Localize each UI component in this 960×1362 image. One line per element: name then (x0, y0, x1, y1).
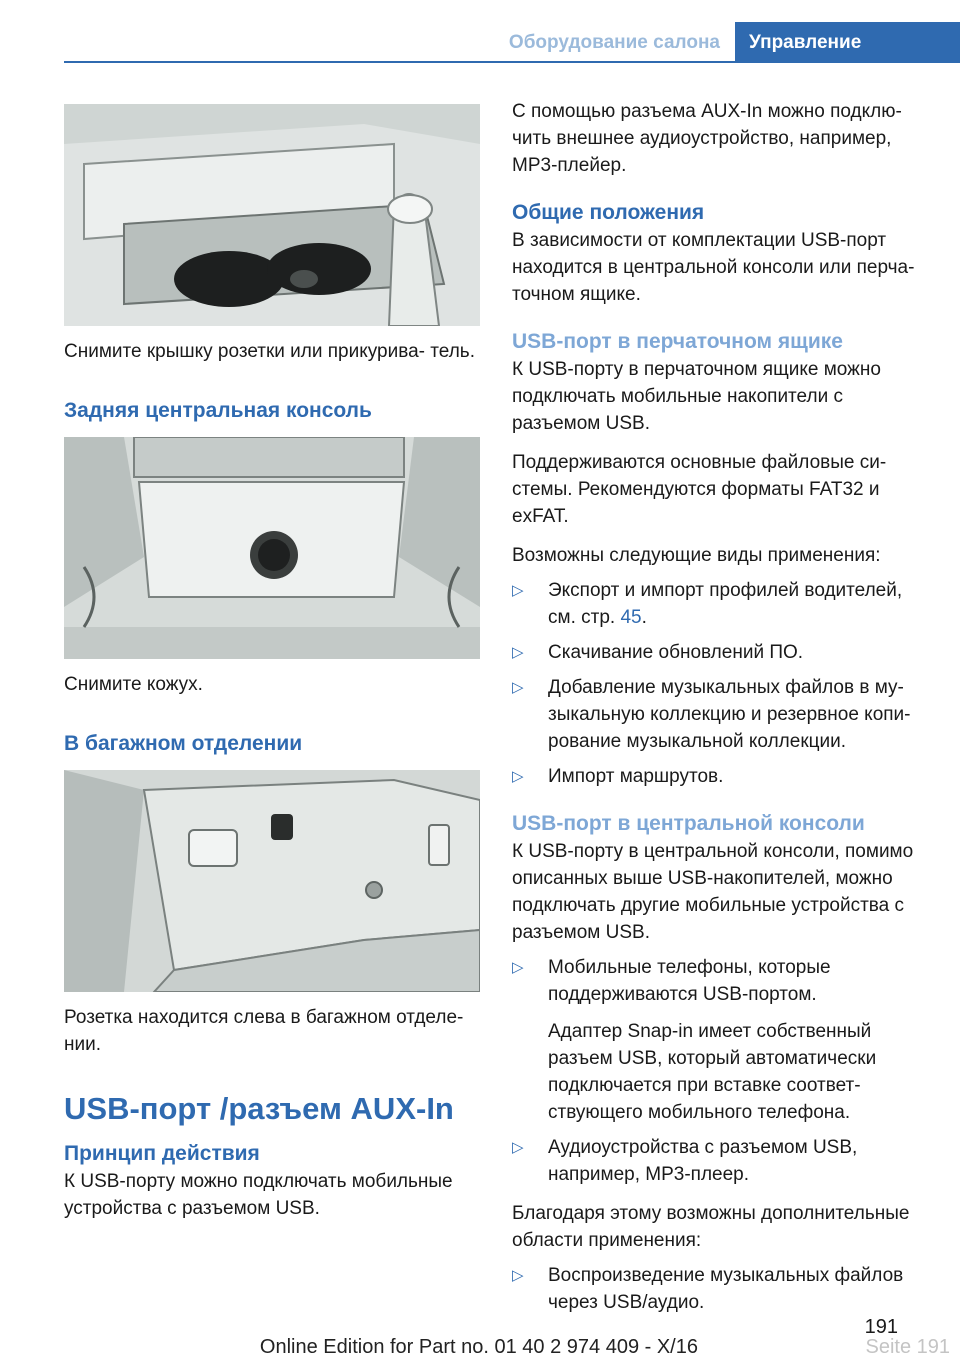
heading-console-usb: USB-порт в центральной консоли (512, 812, 865, 835)
list-item: ▷ Импорт маршрутов. (512, 763, 932, 790)
list-item: ▷ Скачивание обновлений ПО. (512, 639, 932, 666)
heading-trunk: В багажном отделении (64, 732, 303, 755)
triangle-right-icon: ▷ (512, 582, 524, 599)
heading-general: Общие положения (512, 201, 705, 224)
figure-rear-console (64, 437, 480, 659)
caption-remove-cover: Снимите кожух. (64, 674, 203, 695)
extra-intro: Благодаря этому возможны дополнительные области применения: (512, 1203, 910, 1251)
header-chapter[interactable]: Управление (735, 22, 960, 62)
header-rule (64, 61, 960, 63)
page-link[interactable]: 45 (620, 607, 642, 628)
console-list (512, 954, 932, 1188)
console-text: К USB-порту в центральной консоли, помимо описанных выше USB-накопителей, можно подключать другие мобильные устройства с разъемом USB. (512, 841, 914, 943)
triangle-right-icon: ▷ (512, 1139, 524, 1156)
triangle-right-icon: ▷ (512, 959, 524, 976)
list-item: ▷ Мобильные телефоны, которые поддерживаются USB-портом. Адаптер Snap-in имеет собственный разъем USB, который автоматически подключается при вставке соответ‐ ствующего мобильного телефона. (512, 954, 932, 1126)
principle-text: К USB-порту можно подключать мобильные устройства с разъемом USB. (64, 1171, 453, 1219)
list-item: ▷ Экспорт и импорт профилей водителей, см. стр. 45. (512, 577, 932, 631)
list-item: ▷ Аудиоустройства с разъемом USB, например, MP3-плеер. (512, 1134, 932, 1188)
caption-socket-cover: Снимите крышку розетки или прикурива‐ тель. (64, 341, 475, 362)
triangle-right-icon: ▷ (512, 1267, 524, 1284)
header-section[interactable]: Оборудование салона (508, 32, 720, 53)
extra-list (512, 1262, 932, 1316)
right-column (512, 98, 932, 1316)
edition-footer: Online Edition for Part no. 01 40 2 974 409 - X/16 (259, 1336, 698, 1358)
caption-trunk-socket: Розетка находится слева в багажном отделе‐ нии. (64, 1007, 464, 1055)
rear-console-illustration (64, 437, 480, 659)
list-item: ▷ Воспроизведение музыкальных файлов через USB/аудио. (512, 1262, 932, 1316)
aux-text: С помощью разъема AUX-In можно подклю‐ чить внешнее аудиоустройство, например, MP3-плейер. (512, 101, 902, 176)
center-console-illustration (64, 104, 480, 326)
page-number: 191 (864, 1316, 898, 1338)
uses-list (512, 577, 932, 790)
watermark: Seite 191 (865, 1336, 950, 1358)
left-column (64, 104, 482, 1222)
triangle-right-icon: ▷ (512, 679, 524, 696)
triangle-right-icon: ▷ (512, 768, 524, 785)
glovebox-text: К USB-порту в перчаточном ящике можно подключать мобильные накопители с разъемом USB. (512, 359, 881, 434)
heading-usb-aux: USB-порт /разъем AUX-In (64, 1091, 454, 1126)
snap-in-note: Адаптер Snap-in имеет собственный разъем USB, который автоматически подключается при вставке соответ‐ ствующего мобильного телефона. (548, 1021, 877, 1123)
figure-center-console (64, 104, 480, 326)
heading-rear-console: Задняя центральная консоль (64, 399, 372, 422)
heading-principle: Принцип действия (64, 1142, 260, 1165)
list-item: ▷ Добавление музыкальных файлов в му‐ зыкальную коллекцию и резервное копи‐ рование музыкальной коллекции. (512, 674, 932, 755)
heading-glovebox-usb: USB-порт в перчаточном ящике (512, 330, 843, 353)
general-text: В зависимости от комплектации USB-порт находится в центральной консоли или перча‐ точном ящике. (512, 230, 915, 305)
page-header (0, 22, 960, 62)
triangle-right-icon: ▷ (512, 644, 524, 661)
trunk-illustration (64, 770, 480, 992)
uses-intro: Возможны следующие виды применения: (512, 545, 881, 566)
filesystems-text: Поддерживаются основные файловые си‐ стемы. Рекомендуются форматы FAT32 и exFAT. (512, 452, 887, 527)
figure-trunk (64, 770, 480, 992)
